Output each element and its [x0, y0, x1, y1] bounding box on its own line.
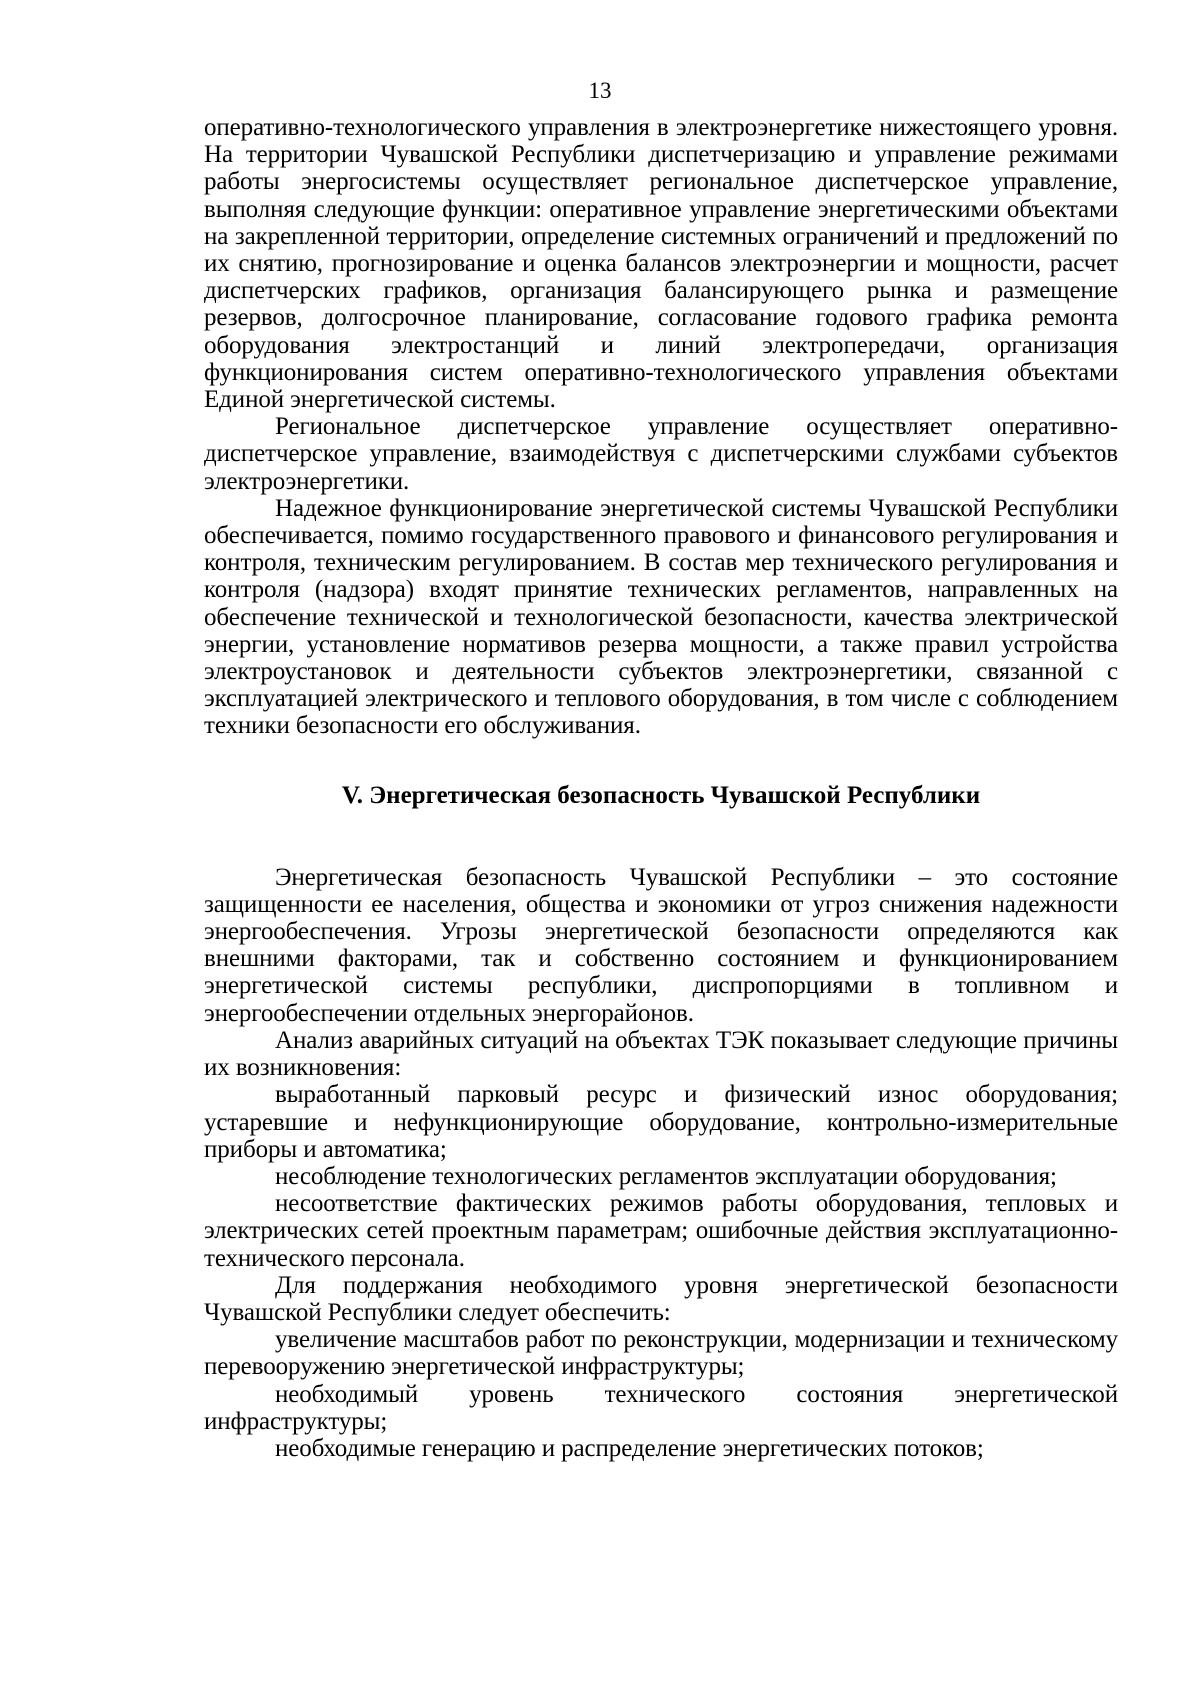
list-item: необходимые генерацию и распределение энергетических потоков;: [275, 1434, 984, 1462]
document-body: [204, 114, 1118, 1462]
list-item: несоответствие фактических режимов работы оборудования, тепловых и электрических сетей проектным параметрам; ошибочные действия эксплуатационно-технического персонала.: [204, 1190, 1118, 1272]
list-item: несоблюдение технологических регламентов эксплуатации оборудования;: [275, 1162, 1057, 1190]
paragraph: Энергетическая безопасность Чувашской Республики – это состояние защищенности ее населения, общества и экономики от угроз снижения надежности энергообеспечения. Угрозы энергетической безопасности определяются как внешними факторами, так и собственно состоянием и функционированием энергетической системы республики, диспропорциями в топливном и энергообеспечении отдельных энергорайонов.: [204, 863, 1118, 1027]
list-item: выработанный парковый ресурс и физический износ оборудования; устаревшие и нефункционирующие оборудование, контрольно-измерительные приборы и автоматика;: [204, 1081, 1118, 1163]
section-heading: V. Энергетическая безопасность Чувашской Республики: [341, 781, 981, 809]
paragraph-continuation: оперативно-технологического управления в электроэнергетике нижестоящего уровня. На территории Чувашской Республики диспетчеризацию и управление режимами работы энергосистемы осуществляет региональное диспетчерское управление, выполняя следующие функции: оперативное управление энергетическими объектами на закрепленной территории, определение системных ограничений и предложений по их снятию, прогнозирование и оценка балансов электроэнергии и мощности, расчет диспетчерских графиков, организация балансирующего рынка и размещение резервов, долгосрочное планирование, согласование годового графика ремонта оборудования электростанций и линий электропередачи, организация функционирования систем оперативно-технологического управления объектами Единой энергетической системы.: [204, 114, 1118, 414]
page-number: 13: [588, 78, 612, 103]
paragraph: Надежное функционирование энергетической системы Чувашской Республики обеспечивается, помимо государственного правового и финансового регулирования и контроля, техническим регулированием. В состав мер технического регулирования и контроля (надзора) входят принятие технических регламентов, направленных на обеспечение технической и технологической безопасности, качества электрической энергии, установление нормативов резерва мощности, а также правил устройства электроустановок и деятельности субъектов электроэнергетики, связанной с эксплуатацией электрического и теплового оборудования, в том числе с соблюдением техники безопасности его обслуживания.: [204, 494, 1118, 740]
list-item: необходимый уровень технического состояния энергетической инфраструктуры;: [204, 1380, 1118, 1435]
paragraph: Региональное диспетчерское управление осуществляет оперативно-диспетчерское управление, взаимодействуя с диспетчерскими службами субъектов электроэнергетики.: [204, 413, 1118, 495]
paragraph: Для поддержания необходимого уровня энергетической безопасности Чувашской Республики следует обеспечить:: [204, 1271, 1118, 1326]
list-item: увеличение масштабов работ по реконструкции, модернизации и техническому перевооружению энергетической инфраструктуры;: [204, 1326, 1118, 1381]
paragraph: Анализ аварийных ситуаций на объектах ТЭК показывает следующие причины их возникновения:: [204, 1026, 1118, 1082]
